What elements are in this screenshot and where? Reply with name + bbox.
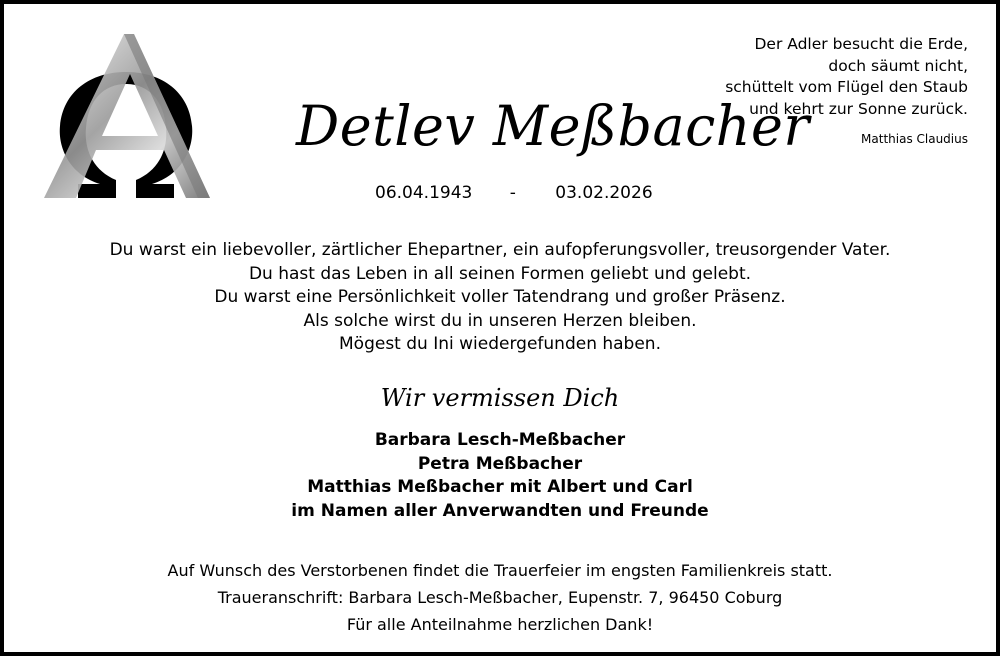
deceased-name: Detlev Meßbacher [296,94,810,158]
date-separator: - [509,183,516,203]
thanks-note: Für alle Anteilnahme herzlichen Dank! [346,615,654,634]
alpha-omega-icon [38,34,214,206]
mourner-name: Barbara Lesch-Meßbacher [374,430,626,450]
tribute-line: Du warst ein liebevoller, zärtlicher Ehepartner, ein aufopferungsvoller, treusorgender Vater. [109,240,891,260]
quote-author: Matthias Claudius [861,132,968,146]
quote-line: doch säumt nicht, [828,56,968,75]
mourner-name: im Namen aller Anverwandten und Freunde [291,500,709,521]
funeral-note: Auf Wunsch des Verstorbenen findet die Trauerfeier im engsten Familienkreis statt. [167,561,833,580]
subheading: Wir vermissen Dich [380,384,620,412]
life-dates [375,183,653,203]
death-date: 03.02.2026 [555,183,653,203]
mourner-name: Petra Meßbacher [417,453,583,474]
quote-line: und kehrt zur Sonne zurück. [749,99,968,118]
mourner-name: Matthias Meßbacher mit Albert und Carl [307,477,693,497]
quote-line: Der Adler besucht die Erde, [754,35,968,53]
birth-date: 06.04.1943 [375,183,473,203]
mourning-address: Traueranschrift: Barbara Lesch-Meßbacher, Eupenstr. 7, 96450 Coburg [217,588,783,607]
tribute-line: Als solche wirst du in unseren Herzen bleiben. [303,310,697,331]
quote-line: schüttelt vom Flügel den Staub [725,78,968,96]
footer-info [4,557,996,638]
tribute-line: Du hast das Leben in all seinen Formen geliebt und gelebt. [248,263,752,284]
tribute-line: Mögest du Ini wiedergefunden haben. [339,334,661,354]
tribute-text [4,239,996,357]
tribute-line: Du warst eine Persönlichkeit voller Tatendrang und großer Präsenz. [214,287,786,307]
mourners-list [4,429,996,523]
